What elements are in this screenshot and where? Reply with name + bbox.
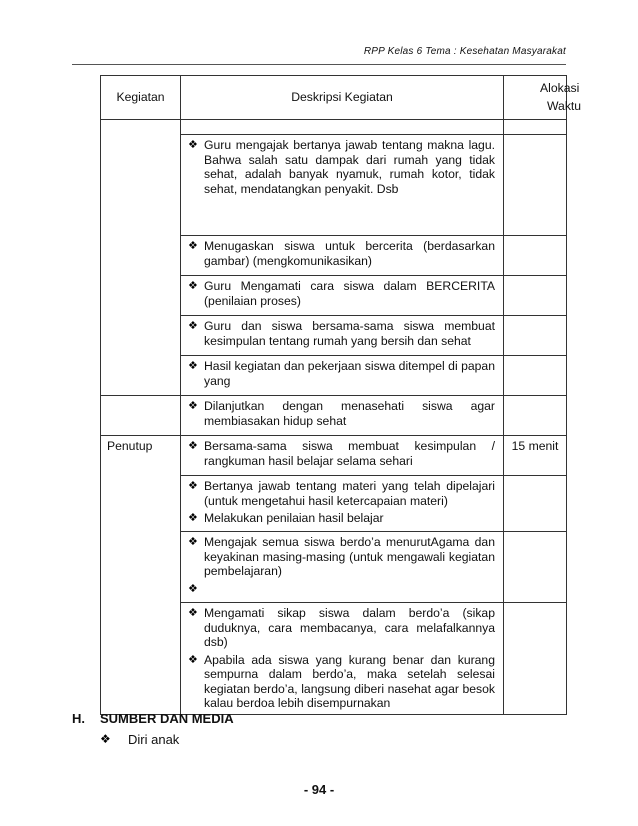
section-h-heading xyxy=(72,711,234,726)
diamond-bullet-icon: ❖ xyxy=(188,607,198,619)
alokasi-waktu-value: 15 menit xyxy=(504,436,567,476)
section-h-title: SUMBER DAN MEDIA xyxy=(100,711,234,726)
alokasi-cell xyxy=(504,135,567,236)
diamond-bullet-icon: ❖ xyxy=(188,440,198,452)
activity-item-text: Guru dan siswa bersama-sama siswa membuat kesimpulan tentang rumah yang bersih dan sehat xyxy=(204,319,495,348)
activity-item xyxy=(188,359,495,388)
alokasi-cell xyxy=(504,603,567,715)
header-kegiatan: Kegiatan xyxy=(101,76,181,120)
alokasi-cell xyxy=(504,236,567,276)
activity-item-text: Guru mengajak bertanya jawab tentang makna lagu. Bahwa salah satu dampak dari rumah yang tidak sehat, adalah banyak nyamuk, rumah kotor, tidak sehat, mendatangkan penyakit. Dsb xyxy=(204,138,495,196)
diamond-bullet-icon: ❖ xyxy=(100,732,111,746)
activity-item xyxy=(188,399,495,428)
activity-item-text: Mengamati sikap siswa dalam berdo’a (sikap duduknya, cara membacanya, cara melafalkannya dsb) xyxy=(204,606,495,649)
lesson-activity-table-container xyxy=(100,75,582,715)
activity-item-text: Apabila ada siswa yang kurang benar dan kurang sempurna dalam berdo’a, maka setelah selesai kegiatan berdo’a, langsung diberi nasehat agar besok kalau berdoa lebih disempurnakan xyxy=(204,652,495,710)
header-alokasi-line1: Alokasi xyxy=(540,81,580,95)
activity-item xyxy=(188,138,495,196)
activity-item-text: Melakukan penilaian hasil belajar xyxy=(204,511,384,525)
running-header: RPP Kelas 6 Tema : Kesehatan Masyarakat xyxy=(363,46,566,57)
diamond-bullet-icon: ❖ xyxy=(188,320,198,332)
activity-item-text: Menugaskan siswa untuk bercerita (berdasarkan gambar) (mengkomunikasikan) xyxy=(204,239,495,268)
activity-description-cell xyxy=(181,135,504,236)
activity-item-text: Mengajak semua siswa berdo’a menurutAgama dan keyakinan masing-masing (untuk mengawali kegiatan pembelajaran) xyxy=(204,535,495,578)
alokasi-cell-empty xyxy=(504,120,567,135)
desc-cell-empty xyxy=(181,120,504,135)
activity-item xyxy=(188,606,495,650)
diamond-bullet-icon: ❖ xyxy=(188,139,198,151)
activity-item xyxy=(188,511,495,526)
header-alokasi xyxy=(504,76,582,120)
activity-item xyxy=(188,279,495,308)
table-spacer-row xyxy=(101,120,567,135)
activity-description-cell xyxy=(181,436,504,476)
activity-item xyxy=(188,535,495,579)
header-deskripsi: Deskripsi Kegiatan xyxy=(181,76,504,120)
section-h-item-text: Diri anak xyxy=(128,732,180,747)
alokasi-cell xyxy=(504,356,567,396)
activity-description-cell xyxy=(181,532,504,603)
table-header-row xyxy=(101,76,567,120)
alokasi-cell xyxy=(504,316,567,356)
alokasi-cell xyxy=(504,396,567,436)
diamond-bullet-icon: ❖ xyxy=(188,653,198,666)
diamond-bullet-icon: ❖ xyxy=(188,512,198,524)
diamond-bullet-icon: ❖ xyxy=(188,360,198,372)
activity-description-cell xyxy=(181,476,504,532)
header-divider xyxy=(72,64,566,65)
activity-item xyxy=(188,439,495,468)
activity-item-text: Hasil kegiatan dan pekerjaan siswa ditempel di papan yang xyxy=(204,359,495,388)
alokasi-cell xyxy=(504,276,567,316)
alokasi-cell xyxy=(504,532,567,603)
diamond-bullet-icon: ❖ xyxy=(188,240,198,252)
activity-item-text: Guru Mengamati cara siswa dalam BERCERITA (penilaian proses) xyxy=(204,279,495,308)
kegiatan-cell-inti xyxy=(101,120,181,396)
diamond-bullet-icon: ❖ xyxy=(188,536,198,548)
activity-item-text: Bersama-sama siswa membuat kesimpulan / rangkuman hasil belajar selama sehari xyxy=(204,439,495,468)
activity-description-cell xyxy=(181,276,504,316)
activity-description-cell xyxy=(181,396,504,436)
activity-item-text: Bertanya jawab tentang materi yang telah dipelajari (untuk mengetahui hasil ketercapaian materi) xyxy=(204,479,495,508)
diamond-bullet-icon: ❖ xyxy=(188,400,198,412)
table-row xyxy=(101,396,567,436)
activity-item xyxy=(188,479,495,508)
table-row xyxy=(101,436,567,476)
activity-item-text: Dilanjutkan dengan menasehati siswa agar membiasakan hidup sehat xyxy=(204,399,495,428)
page-number: - 94 - xyxy=(303,782,335,797)
activity-item xyxy=(188,582,495,597)
kegiatan-penutup-label: Penutup xyxy=(101,436,181,715)
section-h-number: H. xyxy=(72,711,85,726)
header-alokasi-line2: Waktu xyxy=(547,99,582,113)
activity-description-cell xyxy=(181,603,504,715)
activity-description-cell xyxy=(181,236,504,276)
kegiatan-cell xyxy=(101,396,181,436)
alokasi-cell xyxy=(504,476,567,532)
diamond-bullet-icon: ❖ xyxy=(188,480,198,492)
diamond-bullet-icon: ❖ xyxy=(188,280,198,292)
activity-item xyxy=(188,653,495,711)
activity-item xyxy=(188,239,495,268)
activity-item xyxy=(188,319,495,348)
activity-description-cell xyxy=(181,356,504,396)
activity-description-cell xyxy=(181,316,504,356)
lesson-activity-table xyxy=(100,75,582,715)
diamond-bullet-icon: ❖ xyxy=(188,582,198,595)
section-h-item xyxy=(100,732,179,747)
